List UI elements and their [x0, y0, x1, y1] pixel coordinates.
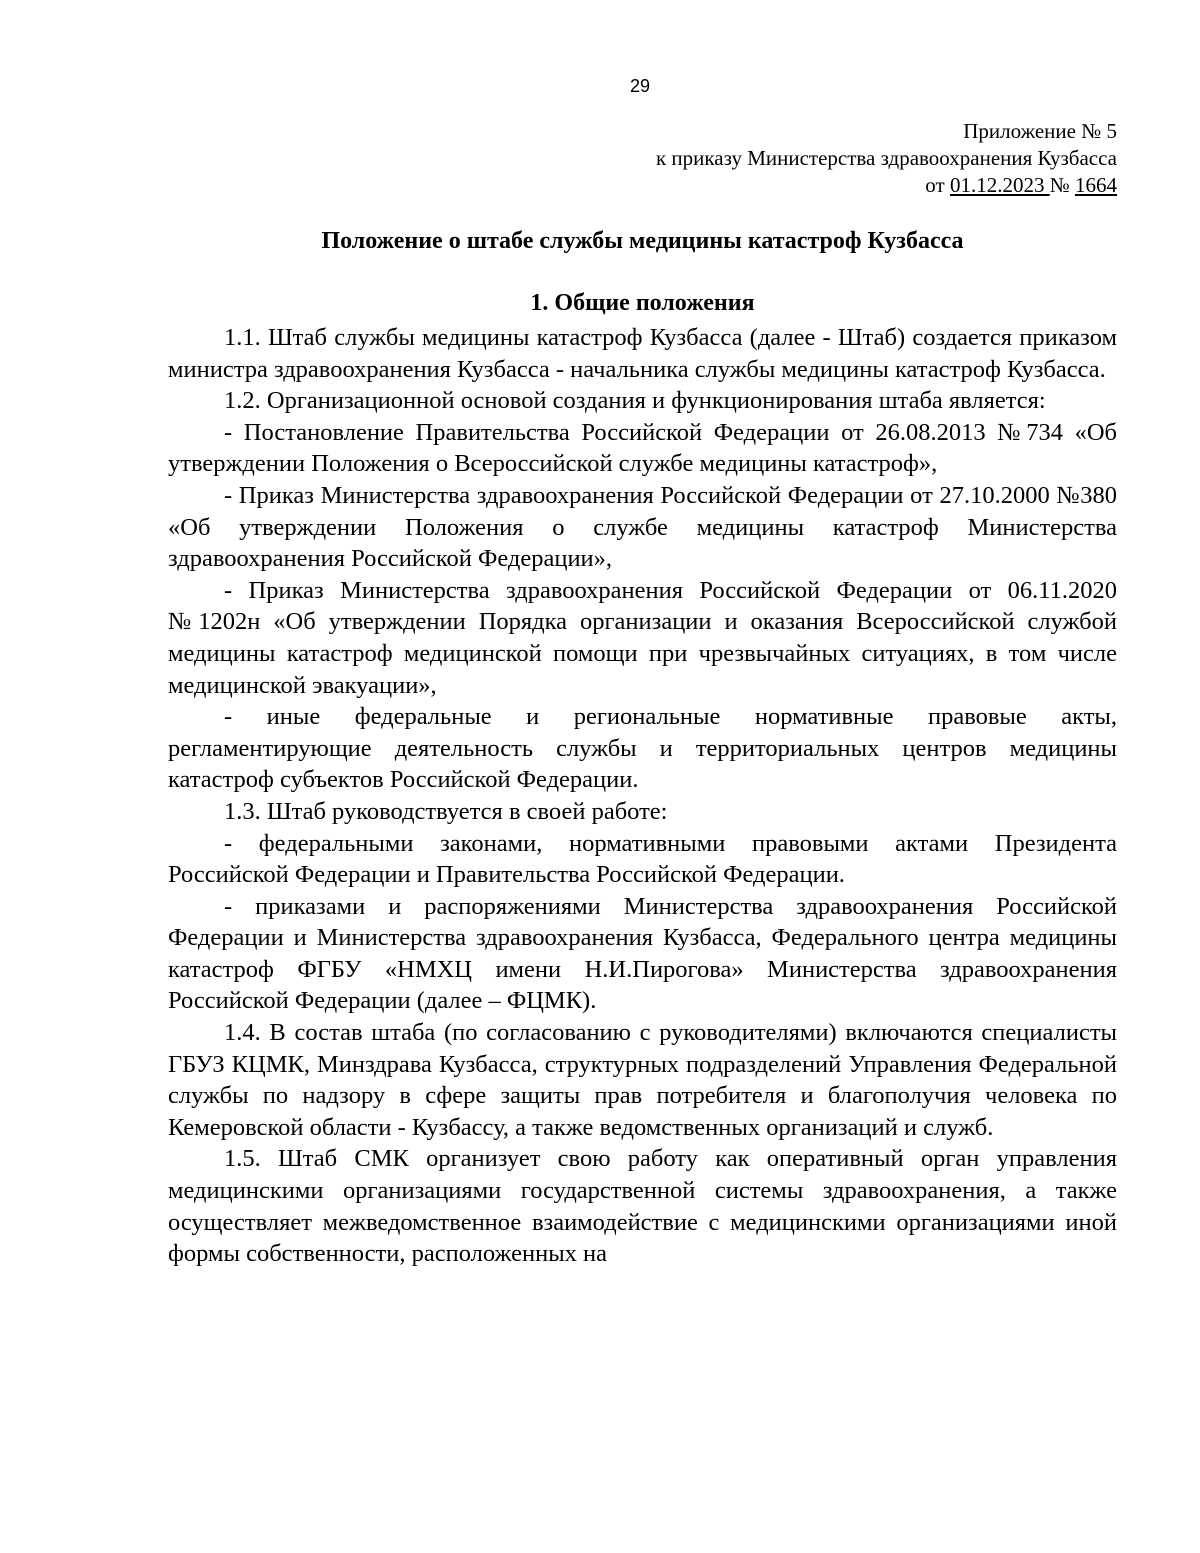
- page-number: 29: [629, 76, 651, 96]
- paragraph: 1.1. Штаб службы медицины катастроф Кузбасса (далее - Штаб) создается приказом министра здравоохранения Кузбасса - начальника службы медицины катастроф Кузбасса.: [168, 324, 1117, 383]
- appendix-order-reference: к приказу Министерства здравоохранения Кузбасса: [655, 146, 1117, 170]
- paragraph: - иные федеральные и региональные нормативные правовые акты, регламентирующие деятельность службы и территориальных центров медицины катастроф субъектов Российской Федерации.: [168, 703, 1117, 794]
- appendix-order-date-line: [656, 172, 1117, 199]
- paragraph: 1.2. Организационной основой создания и функционирования штаба является:: [224, 387, 1046, 415]
- paragraph: - Приказ Министерства здравоохранения Российской Федерации от 27.10.2000 №380 «Об утверждении Положения о службе медицины катастроф Министерства здравоохранения Российской Федерации»,: [168, 481, 1117, 573]
- appendix-header: [656, 118, 1117, 199]
- paragraph: - Постановление Правительства Российской Федерации от 26.08.2013 №734 «Об утверждении Положения о Всероссийской службе медицины катастроф»,: [168, 418, 1117, 478]
- paragraph: 1.5. Штаб СМК организует свою работу как оперативный орган управления медицинскими организациями государственной системы здравоохранения, а также осуществляет межведомственное взаимодействие с медицинскими организациями иной формы собственности, расположенных на: [168, 1145, 1117, 1268]
- document-title: Положение о штабе службы медицины катастроф Кузбасса: [321, 228, 964, 254]
- appendix-number: Приложение № 5: [963, 119, 1117, 143]
- order-number: 1664: [1075, 173, 1117, 197]
- date-prefix: от: [925, 173, 945, 197]
- number-prefix: №: [1049, 173, 1070, 197]
- paragraph: 1.4. В состав штаба (по согласованию с руководителями) включаются специалисты ГБУЗ КЦМК, Минздрава Кузбасса, структурных подразделений Управления Федеральной службы по надзору в сфере защиты прав потребителя и благополучия человека по Кемеровской области - Кузбассу, а также ведомственных организаций и служб.: [168, 1019, 1117, 1141]
- paragraph: 1.3. Штаб руководствуется в своей работе:: [224, 797, 668, 825]
- section-body: [168, 322, 1117, 1270]
- section-heading: 1. Общие положения: [530, 290, 755, 316]
- paragraph: - федеральными законами, нормативными правовыми актами Президента Российской Федерации и Правительства Российской Федерации.: [168, 829, 1117, 889]
- paragraph: - Приказ Министерства здравоохранения Российской Федерации от 06.11.2020 №1202н «Об утверждении Порядка организации и оказания Всероссийской службой медицины катастроф медицинской помощи при чрезвычайных ситуациях, в том числе медицинской эвакуации»,: [168, 576, 1117, 699]
- paragraph: - приказами и распоряжениями Министерства здравоохранения Российской Федерации и Министерства здравоохранения Кузбасса, Федерального центра медицины катастроф ФГБУ «НМХЦ имени Н.И.Пирогова» Министерства здравоохранения Российской Федерации (далее – ФЦМК).: [168, 892, 1117, 1015]
- order-date: 01.12.2023: [949, 173, 1050, 197]
